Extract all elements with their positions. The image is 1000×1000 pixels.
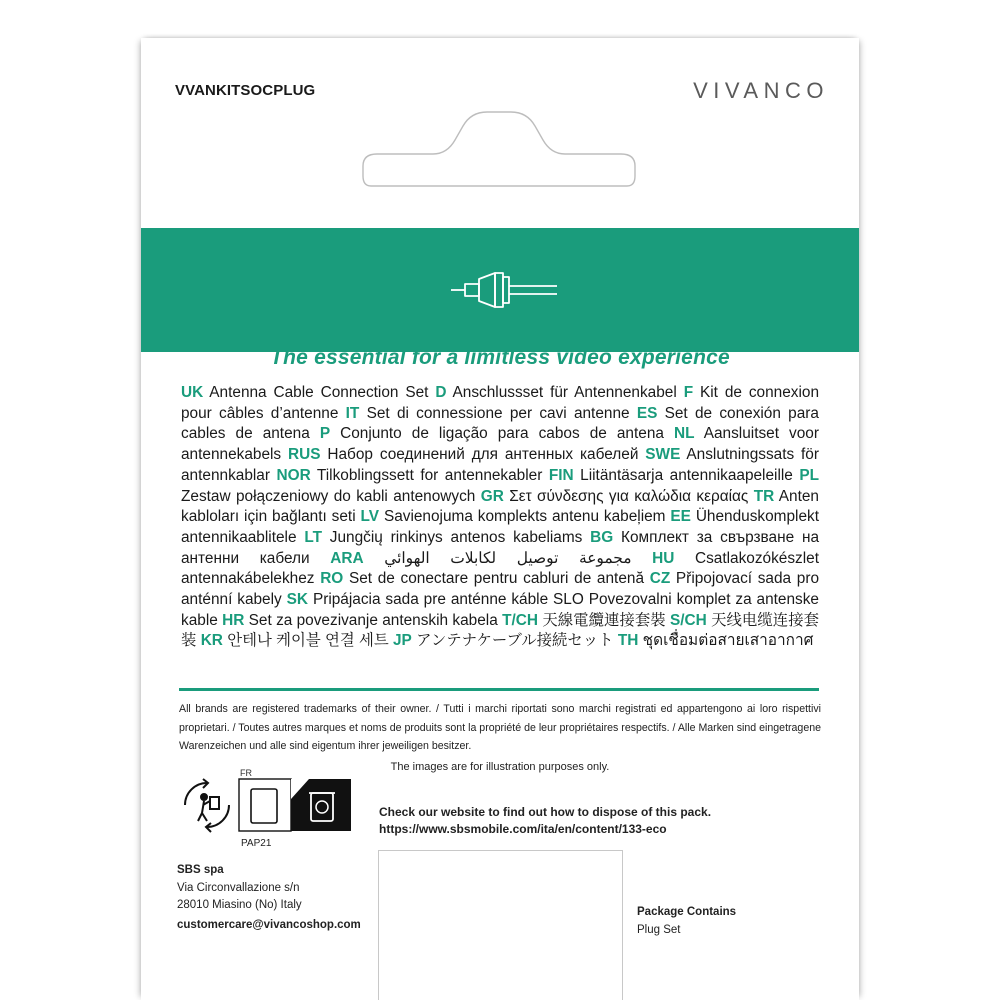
language-code: BG <box>590 528 614 546</box>
language-text: Набор соединений для антенных кабелей <box>327 446 639 464</box>
language-code: GR <box>480 487 504 505</box>
language-text: Conjunto de ligação para cabos de antena <box>340 425 664 443</box>
language-text: ชุดเชื่อมต่อสายเสาอากาศ <box>642 632 814 650</box>
company-name: SBS spa <box>177 864 224 876</box>
language-text: Anschlussset für Antennenkabel <box>452 384 677 401</box>
language-code: SK <box>286 591 309 609</box>
language-code: RUS <box>288 446 321 464</box>
language-code: CZ <box>649 570 671 588</box>
language-text: مجموعة توصيل لكابلات الهوائي <box>384 549 632 567</box>
language-text: Aansluitset voor antennekabels <box>181 425 819 464</box>
language-list <box>181 383 819 652</box>
language-code: P <box>319 425 331 443</box>
dispose-link[interactable]: https://www.sbsmobile.com/ita/en/content/133-eco <box>379 822 667 836</box>
sku-code: VVANKITSOCPLUG <box>175 82 316 99</box>
language-code: NL <box>673 425 695 443</box>
language-code: ARA <box>330 549 364 567</box>
product-window <box>378 850 623 1000</box>
language-code: SWE <box>645 446 681 464</box>
language-code: D <box>435 384 447 401</box>
language-text: Antenna Cable Connection Set <box>209 384 429 401</box>
triman-icon <box>185 779 229 832</box>
language-text: Jungčių rinkinys antenos kabeliams <box>329 528 583 546</box>
language-code: HR <box>222 611 245 629</box>
language-text: 天线电缆连接套装 <box>181 611 820 650</box>
language-code: FIN <box>548 466 574 484</box>
language-code: RO <box>320 570 344 588</box>
language-text: Set di connessione per cavi antenne <box>366 404 630 422</box>
language-text: Pripájacia sada pre anténne káble SLO Povezovalni komplet za antenske kable <box>181 591 819 629</box>
dispose-text: Check our website to find out how to dispose of this pack. <box>379 805 712 819</box>
product-icon-band <box>141 228 859 352</box>
language-code: T/CH <box>502 611 538 629</box>
language-code: LV <box>360 508 380 526</box>
language-text: Zestaw połączeniowy do kabli antenowych <box>181 487 476 505</box>
language-code: TH <box>617 632 639 650</box>
paper-pack-icon <box>239 779 291 831</box>
recycling-logos <box>177 775 352 835</box>
language-text: Set de conectare pentru cabluri de antenă <box>348 570 645 588</box>
language-code: LT <box>304 528 322 546</box>
package-contents <box>637 904 736 939</box>
language-text: Tilkoblingssett for antennekabler <box>316 466 543 484</box>
company-address-line-1: Via Circonvallazione s/n <box>177 881 300 894</box>
language-code: KR <box>200 632 223 650</box>
language-text: Savienojuma komplekts antenu kabeļiem <box>383 508 666 526</box>
package-contents-item: Plug Set <box>637 923 681 936</box>
language-code: ES <box>636 404 658 422</box>
language-text: 天線電纜連接套裝 <box>542 611 666 629</box>
headline: The essential for a limitless video experience <box>270 346 730 369</box>
language-code: F <box>683 384 694 401</box>
illustration-note: The images are for illustration purposes only. <box>390 761 610 773</box>
company-email[interactable]: customercare@vivancoshop.com <box>177 919 361 931</box>
language-code: JP <box>393 632 412 650</box>
language-text: アンテナケーブル接続セット <box>416 632 614 650</box>
recycle-bin-icon <box>291 779 351 831</box>
language-text: Kit de connexion pour câbles d’antenne <box>181 384 820 422</box>
language-code: NOR <box>276 466 311 484</box>
language-code: EE <box>670 508 691 526</box>
language-text: Anslutningssats för antennkablar <box>181 446 819 484</box>
language-code: TR <box>753 487 775 505</box>
language-code: PL <box>799 466 820 484</box>
language-code: UK <box>181 384 204 401</box>
language-text: Liitäntäsarja antennikaapeleille <box>580 466 793 484</box>
language-code: HU <box>652 549 675 567</box>
language-text: Set za povezivanje antenskih kabela <box>248 611 498 629</box>
language-text: Připojovací sada pro anténní kabely <box>181 570 820 609</box>
language-text: Ühenduskomplekt antennikaablitele <box>181 508 820 546</box>
company-address-line-2: 28010 Miasino (No) Italy <box>177 899 302 911</box>
dispose-info <box>379 804 711 838</box>
recycling-code: PAP21 <box>241 838 272 849</box>
recycling-region: FR <box>240 768 252 778</box>
language-text: Anten kabloları için bağlantı seti <box>181 487 819 526</box>
language-code: S/CH <box>670 611 707 629</box>
language-text: Set de conexión para cables de antena <box>181 404 819 443</box>
antenna-plug-icon <box>447 255 557 325</box>
company-info <box>177 862 302 915</box>
package-back-card <box>141 38 859 1000</box>
trademark-notice: All brands are registered trademarks of their owner. / Tutti i marchi riportati sono marchi registrati ed appartengono ai loro rispettivi proprietari. / Toutes autres marques et noms de produits sont la propriété de leur propriétaires respectifs. / Alle Marken sind eingetragene Warenzeichen und alle sind eigentum ihrer jeweiligen besitzer. <box>179 703 821 752</box>
brand-logo: VIVANCO <box>693 78 829 103</box>
language-code: IT <box>345 404 360 422</box>
language-text: Комплект за свързване на антенни кабели <box>181 528 820 567</box>
language-text: Csatlakozókészlet antennakábelekhez <box>181 549 820 588</box>
language-text: 안테나 케이블 연결 세트 <box>227 632 389 650</box>
package-contents-title: Package Contains <box>637 906 737 918</box>
language-text: Σετ σύνδεσης για καλώδια κεραίας <box>509 487 749 505</box>
divider <box>179 688 819 691</box>
